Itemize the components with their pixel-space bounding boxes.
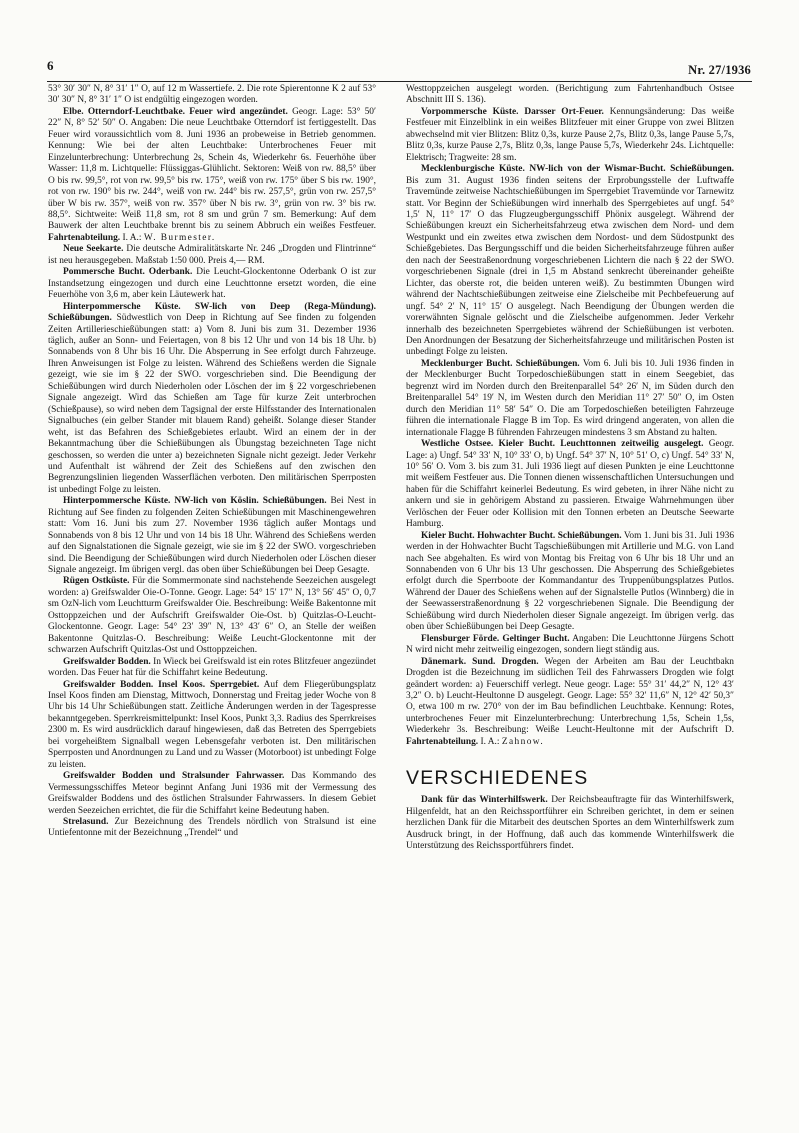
notice bbox=[406, 531, 734, 634]
notice-heading: Greifswalder Bodden und Stralsunder Fahrwasser. bbox=[63, 771, 285, 782]
left-column bbox=[48, 84, 376, 840]
notice bbox=[48, 267, 376, 301]
signature-department: Fahrtenabteilung. bbox=[48, 232, 121, 243]
right-column-notices bbox=[406, 84, 734, 748]
page-number: 6 bbox=[47, 58, 54, 73]
notice bbox=[406, 795, 734, 852]
notice bbox=[48, 771, 376, 817]
section-heading: VERSCHIEDENES bbox=[406, 767, 589, 790]
notice-heading: Mecklenburgische Küste. NW-lich von der Wismar-Bucht. Schießübungen. bbox=[421, 164, 734, 175]
notice bbox=[406, 164, 734, 359]
notice-heading: Rügen Ostküste. bbox=[63, 576, 130, 587]
signature-department: Fahrtenabteilung. bbox=[406, 736, 479, 747]
notice bbox=[48, 657, 376, 680]
notice-heading: Flensburger Förde. Geltinger Bucht. bbox=[421, 633, 570, 644]
signature-text: I. A.: bbox=[120, 232, 144, 243]
notice bbox=[406, 107, 734, 164]
notice bbox=[406, 84, 734, 107]
notice-body: Vom 1. Juni bis 31. Juli 1936 werden in der Hohwachter Bucht Tagschießübungen mit Artillerie und M.G. von Land nach See abgehalten. Es wird von Montag bis Freitag von 6 Uhr bis 18 Uhr und an Sonnabenden von 6 Uhr bis 13 Uhr geschossen. Die Absperrung des Schießgebietes erfolgt durch die Sperrboote der Kommandantur des Truppenübungsplatzes Putlos. Während der Dauer des Schießens wehen auf der Signalstelle Putlos (Winnberg) die in der Seewasserstraßenordnung § 22 vorgeschriebenen Signale. Die Beendigung der Schießübung wird durch Niederholen dieser Signale angezeigt. Im übrigen verlg. das oben über Schießübungen bei Deep Gesagte. bbox=[406, 530, 735, 633]
notice bbox=[406, 359, 734, 439]
notice bbox=[48, 244, 376, 267]
signature-text: I. A.: bbox=[478, 736, 502, 747]
notice bbox=[48, 302, 376, 497]
notice-body: Geogr. Lage: a) Ungf. 54° 33′ N, 10° 33′ O, b) Ungf. 54° 37′ N, 10° 51′ O, c) Ungf. 54° 33′ N, 10° 56′ O. Vom 3. bis zum 31. Juli 1936 liegt auf diesen Punkten je eine Leuchttonne mit weißem Festfeuer aus. Die Tonnen dienen wissenschaftlichen Untersuchungen und haben für die Schiffahrt keinerlei Bedeutung. Es wird gebeten, in ihrer Nähe nicht zu ankern und sie in gehörigem Abstand zu passieren. Etwaige Wahrnehmungen über Verlöschen der Feuer oder Kollision mit den Tonnen erbeten an Deutsche Seewarte Hamburg. bbox=[406, 439, 734, 530]
notice bbox=[406, 657, 734, 749]
notice-body: Westtoppzeichen ausgelegt worden. (Berichtigung zum Fahrtenhandbuch Ostsee Abschnitt III S. 136). bbox=[406, 84, 734, 106]
notice-body: Bei Nest in Richtung auf See finden zu folgenden Zeiten Schießübungen mit Maschinengewehren statt: Vom 16. Juni bis zum 27. November 1936 täglich außer Montags und Sonnabends von 8 bis 12 Uhr und von 14 bis 18 Uhr. Während des Schießens werden auf den Signalstationen die Signale gezeigt, wie sie im § 22 der SWO. vorgeschrieben sind. Die Beendigung der Schießübungen wird durch Niederholen oder Löschen dieser Signale angezeigt. Im übrigen vergl. das oben über Schießübungen bei Deep Gesagte. bbox=[48, 496, 377, 576]
notice-body: Kennungsänderung: Das weiße Festfeuer mit Einzelblink in ein weißes Blitzfeuer mit einer Gruppe von zwei Blitzen abwechselnd mit vier Blitzen: Blitz 0,3s, kurze Pause 2,7s, Blitz 0,3s, lange Pause 5,7s, Blitz 0,3s, kurze Pause 2,7s, Blitz 0,3s, lange Pause 5,7s, Wiederkehr 24s. Lichtquelle: Elektrisch; Tragweite: 28 sm. bbox=[406, 106, 734, 163]
notice-body: Auf dem Fliegerübungsplatz Insel Koos finden am Dienstag, Mittwoch, Donnerstag und Freitag jeder Woche von 8 Uhr bis 14 Uhr Schießübungen statt. Zeitliche Änderungen werden in der Tagespresse bekanntgegeben. Sperrkreismittelpunkt: Insel Koos, Punkt 3,3. Radius des Sperrkreises 2300 m. Es wird ausdrücklich darauf hingewiesen, daß das Betreten des Sperrgebiets bei vorgeheißtem Signalball wegen Lebensgefahr verboten ist. Den militärischen Sperrposten und Anordnungen zu Land und zu Wasser (Motorboot) ist unbedingt Folge zu leisten. bbox=[48, 679, 376, 770]
signature-name: Zahnow. bbox=[501, 736, 545, 747]
notice-body: Die deutsche Admiralitätskarte Nr. 246 „Drogden und Flintrinne“ ist neu herausgegeben. Maßstab 1:50 000. Preis 4,— RM. bbox=[48, 244, 376, 266]
notice bbox=[406, 439, 734, 531]
notice-heading: Greifswalder Bodden. bbox=[63, 656, 151, 667]
notice-body: In Wieck bei Greifswald ist ein rotes Blitzfeuer angezündet worden. Das Feuer hat für die Schiffahrt keine Bedeutung. bbox=[48, 656, 376, 679]
notice-heading: Dank für das Winterhilfswerk. bbox=[421, 795, 548, 806]
notice-body: 53° 30′ 30″ N, 8° 31′ 1″ O, auf 12 m Wassertiefe. 2. Die rote Spierentonne K 2 auf 53° 30′ 30″ N, 8° 31′ 1″ O ist endgültig eingezogen worden. bbox=[48, 84, 376, 106]
notice bbox=[48, 107, 376, 244]
notice-body: Angaben: Die Leuchttonne Jürgens Schott N wird nicht mehr zeitweilig eingezogen, sondern liegt ständig aus. bbox=[406, 633, 734, 656]
notice-body: Wegen der Arbeiten am Bau der Leuchtbakn Drogden ist die Bezeichnung im südlichen Teil des Fahrwassers Drogden wie folgt geändert worden: a) Feuerschiff verlegt. Neue geogr. Lage: 55° 31′ 44,2″ N, 12° 43′ 3,2″ O. b) Leucht-Heultonne D ausgelegt. Geogr. Lage: 55° 32′ 11,6″ N, 12° 42′ 50,3″ O, etwa 100 m rw. 270° von der im Bau befindlichen Leuchtbake. Kennung: Rotes, unterbrochenes Feuer mit Einzelunterbrechung: Unterbrechung 1,5s, Schein 1,5s, Wiederkehr 3s. Beschreibung: Weiße Leucht-Heultonne mit der Aufschrift D. bbox=[406, 656, 734, 736]
notice bbox=[48, 817, 376, 840]
section-items bbox=[406, 795, 734, 852]
notice-heading: Westliche Ostsee. Kieler Bucht. Leuchttonnen zeitweilig ausgelegt. bbox=[421, 439, 704, 450]
notice-heading: Neue Seekarte. bbox=[63, 244, 124, 255]
notice-heading: Vorpommersche Küste. Darsser Ort-Feuer. bbox=[421, 106, 604, 117]
notice-heading: Hinterpommersche Küste. SW-lich von Deep (Rega-Mündung). Schießübungen. bbox=[48, 301, 376, 324]
notice-body: Die Leucht-Glockentonne Oderbank O ist zur Instandsetzung eingezogen und durch eine Leuchttonne ersetzt worden, die eine Feuerhöhe von 3,6 m, aber kein Läutewerk hat. bbox=[48, 267, 376, 301]
notice bbox=[406, 634, 734, 657]
notice-body: Geogr. Lage: 53° 50′ 22″ N, 8° 52′ 50″ O. Angaben: Die neue Leuchtbake Otterndorf ist fertiggestellt. Das Feuer wird voraussichtlich vom 8. Juni 1936 an probeweise in Betrieb genommen. Kennung: Wie bei der alten Leuchtbake: Unterbrochenes Feuer mit Einzelunterbrechung: Unterbrechung 2s, Schein 4s, Wiederkehr 6s. Feuerhöhe über Wasser: 11,8 m. Lichtquelle: Flüssiggas-Glühlicht. Sektoren: Weiß von rw. 88,5° über O bis rw. 99,5°, rot von rw. 99,5° bis rw. 175°, weiß von rw. 175° über S bis rw. 190°, rot von rw. 190° bis rw. 244°, weiß von rw. 244° bis rw. 257,5°, grün von rw. 257,5° über W bis rw. 357°, weiß von rw. 357° über N bis rw. 3°, grün von rw. 3° bis rw. 88,5°. Sichtweite: Weiß 11,8 sm, rot 8 sm und grün 7 sm. Bemerkung: Auf dem Bauwerk der alten Leuchtbake brennt bis zu seinem Abbruch ein weißes Festfeuer. bbox=[48, 106, 376, 232]
notice bbox=[48, 576, 376, 656]
right-column bbox=[406, 84, 734, 853]
notice-heading: Strelasund. bbox=[63, 817, 109, 827]
notice-heading: Hinterpommersche Küste. NW-lich von Köslin. Schießübungen. bbox=[63, 496, 327, 507]
notice-body: Bis zum 31. August 1936 finden seitens der Erprobungsstelle der Luftwaffe Travemünde zeitweise Nachtschießübungen im Sperrgebiet Travemünde vor Tarnewitz statt. Vor Beginn der Schießübungen wird innerhalb des Sperrgebietes auf ungf. 54° 1,5′ N, 11° 17′ O das Flugzeugbergungsschiff Phönix ausgelegt. Während der Schießübungen kreuzt ein Sicherheitsfahrzeug etwa zwischen dem Nord- und dem Westpunkt und ein zweites etwa zwischen dem Nordost- und dem Südostpunkt des Schießgebietes. Das Bergungsschiff und die beiden Sicherheitsfahrzeuge führen außer den nach der Seestraßenordnung vorgeschriebenen Lichtern die nach § 22 der SWO. vorgeschriebenen Signale (drei in 1,5 m Abstand senkrecht übereinander geheißte Lichter, das oberste rot, die beiden unteren weiß). Zu bestimmten Übungen wird während der Nachtschießübungen zeitweise eine Zielscheibe mit Pechbefeuerung auf ungf. 54° 2′ N, 11° 15′ O ausgelegt. Nach Beendigung der Übungen werden die vorerwähnten Signale gelöscht und die Zielscheibe aufgenommen. Jeder Verkehr innerhalb des bezeichneten Sperrgebietes während der Schießübungen ist verboten. Den Anordnungen der Besatzung der Sicherheitsfahrzeuge und militärischen Posten ist unbedingt Folge zu leisten. bbox=[406, 175, 734, 358]
notice-body: Zur Bezeichnung des Trendels nördlich von Stralsund ist eine Untiefentonne mit der Bezeichnung „Trendel“ und bbox=[48, 817, 376, 839]
notice-heading: Dänemark. Sund. Drogden. bbox=[421, 656, 539, 667]
notice-body: Für die Sommermonate sind nachstehende Seezeichen ausgelegt worden: a) Greifswalder Oie-O-Tonne. Geogr. Lage: 54° 15′ 17″ N, 13° 56′ 45″ O, 0,7 sm OzN-lich vom Leuchtturm Greifswalder Oie. Beschreibung: Weiße Bakentonne mit Osttoppzeichen und der Aufschrift Greifswalder Oie-Ost. b) Quitzlas-O-Leucht-Glockentonne. Geogr. Lage: 54° 23′ 39″ N, 13° 43′ 6″ O, an Stelle der weißen Bakentonne Quitzlas-O. Beschreibung: Weiße Leucht-Glockentonne mit der schwarzen Aufschrift Quitzlas-Ost und Osttoppzeichen. bbox=[48, 576, 377, 656]
notice-body: Vom 6. Juli bis 10. Juli 1936 finden in der Mecklenburger Bucht Torpedoschießübungen statt in einem Seegebiet, das begrenzt wird im Norden durch den Breitenparallel 54° 26′ N, im Süden durch den Breitenparallel 54° 19′ N, im Westen durch den Meridian 11° 27′ 50″ O, im Osten durch den Meridian 11° 58′ 54″ O. Die am Torpedoschießen beteiligten Fahrzeuge führen die internationale Flagge B im Top. Es wird dringend angeraten, von allen die internationale Flagge B führenden Fahrzeugen mindestens 3 sm Abstand zu halten. bbox=[406, 358, 734, 438]
notice-heading: Pommersche Bucht. Oderbank. bbox=[63, 267, 193, 278]
notice-body: Das Kommando des Vermessungsschiffes Meteor beginnt Anfang Juni 1936 mit der Vermessung des Greifswalder Boddens und des östlichen Stralsunder Fahrwassers. In diesem Gebiet werden Seezeichen errichtet, die für die Schiffahrt keine Bedeutung haben. bbox=[48, 771, 377, 816]
notice bbox=[48, 680, 376, 772]
notice bbox=[48, 496, 376, 576]
issue-number: Nr. 27/1936 bbox=[688, 63, 751, 77]
notice-heading: Greifswalder Bodden. Insel Koos. Sperrgebiet. bbox=[63, 679, 260, 690]
notice-body: Der Reichsbeauftragte für das Winterhilfswerk, Hilgenfeldt, hat an den Reichssportführer ein Schreiben gerichtet, in dem er seinen herzlichen Dank für die Mitarbeit des deutschen Sportes an dem Winterhilfswerk zum Ausdruck bringt, in der Hoffnung, daß auch das kommende Winterhilfswerk die Unterstützung des Reichssportführers findet. bbox=[406, 795, 734, 852]
notice-heading: Elbe. Otterndorf-Leuchtbake. Feuer wird angezündet. bbox=[63, 106, 288, 117]
notice-body: Südwestlich von Deep in Richtung auf See finden zu folgenden Zeiten Artillerieschießübungen statt: a) Vom 8. Juni bis zum 31. Dezember 1936 täglich, außer an Sonn- und Feiertagen, von 8 bis 12 Uhr und von 14 bis 18 Uhr. b) Sonnabends von 8 Uhr bis 16 Uhr. Die Absperrung in See erfolgt durch Fahrzeuge. Ihren Anweisungen ist Folge zu leisten. Während des Schießens werden die Signale gezeigt, wie sie im § 22 der SWO. vorgeschrieben sind. Die Beendigung der Schießübungen wird durch Niederholen oder Löschen der im § 22 vorgeschriebenen Signale angezeigt. Wird das Schießen am Tage für kurze Zeit unterbrochen (Schießpause), so wird neben dem Tagsignal der erste Hilfsstander des Internationalen Signalbuches (ein gelber Stander mit blauem Rand) geheißt. Solange dieser Stander weht, ist das Befahren des Schießgebietes erlaubt. Wird an einem der in der Bekanntmachung über die Schießübungen als Übungstag bezeichneten Tage nicht geschossen, so werden die unter a) bezeichneten Signale nicht gezeigt. Jeder Verkehr und Aufenthalt ist während der Zeit des Schießens auf den zwischen den Begrenzungslinien liegenden Wasserflächen verboten. Den militärischen Sperrposten ist unbedingt Folge zu leisten. bbox=[48, 313, 376, 495]
header-rule bbox=[47, 81, 752, 82]
notice-heading: Mecklenburger Bucht. Schießübungen. bbox=[421, 358, 580, 369]
signature-name: W. Burmester. bbox=[143, 232, 216, 243]
notice bbox=[48, 84, 376, 107]
notice-heading: Kieler Bucht. Hohwachter Bucht. Schießübungen. bbox=[421, 530, 622, 541]
